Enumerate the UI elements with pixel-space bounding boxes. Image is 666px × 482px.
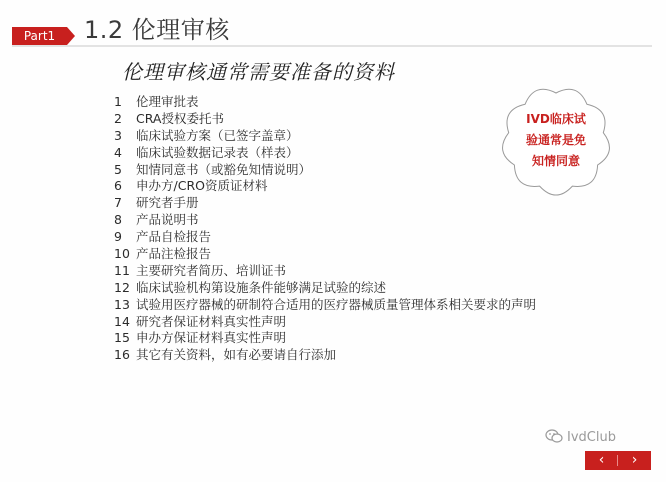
- callout-line: 验通常是免: [525, 133, 586, 147]
- list-item-label: 研究者保证材料真实性声明: [136, 313, 287, 329]
- list-item: [114, 330, 536, 347]
- list-item-label: 临床试验数据记录表（样表）: [136, 144, 299, 160]
- list-item-number: 10: [114, 246, 130, 262]
- list-item-label: 知情同意书（或豁免知情说明）: [136, 161, 312, 177]
- watermark: [545, 429, 616, 445]
- list-item-number: 5: [114, 161, 122, 177]
- list-item-number: 6: [114, 178, 122, 194]
- list-item: [114, 212, 536, 229]
- next-slide-button[interactable]: ›: [631, 452, 638, 468]
- list-item-number: 14: [114, 313, 130, 329]
- list-item-number: 9: [114, 229, 122, 245]
- list-item-label: 临床试验机构第设施条件能够满足试验的综述: [136, 279, 387, 295]
- list-item-label: 研究者手册: [136, 195, 199, 211]
- list-item: [114, 280, 536, 297]
- list-item-number: 13: [114, 296, 130, 312]
- list-item: [114, 229, 536, 246]
- list-item: [114, 111, 536, 128]
- callout-text: [494, 109, 618, 172]
- list-item-number: 1: [114, 94, 122, 109]
- list-item-number: 7: [114, 195, 122, 211]
- list-item-number: 8: [114, 212, 122, 228]
- prev-slide-button[interactable]: ‹: [598, 452, 605, 468]
- list-item: [114, 297, 536, 314]
- header-divider: [12, 45, 652, 47]
- page-title: 1.2 伦理审核: [84, 16, 230, 44]
- part-tag-arrow: [67, 27, 75, 45]
- list-item-label: 试验用医疗器械的研制符合适用的医疗器械质量管理体系相关要求的声明: [136, 296, 537, 312]
- list-item-label: 申办方保证材料真实性声明: [136, 330, 287, 346]
- list-item-number: 2: [114, 110, 122, 126]
- list-item-label: 产品注检报告: [136, 246, 212, 262]
- list-item-number: 16: [114, 347, 130, 363]
- list-item-label: 伦理审批表: [136, 94, 199, 109]
- list-item: [114, 145, 536, 162]
- list-item-number: 4: [114, 144, 122, 160]
- list-item: [114, 314, 536, 331]
- list-item: [114, 263, 536, 280]
- list-item-label: 申办方/CRO资质证材料: [136, 178, 268, 194]
- list-item: [114, 94, 536, 111]
- watermark-text: IvdClub: [567, 430, 616, 445]
- document-list: [114, 94, 536, 364]
- list-item-label: 产品自检报告: [136, 229, 212, 245]
- callout-line: 知情同意: [531, 154, 580, 168]
- list-item-label: CRA授权委托书: [136, 110, 224, 126]
- list-item: [114, 128, 536, 145]
- list-item-label: 其它有关资料，如有必要请自行添加: [136, 347, 337, 363]
- list-item-number: 11: [114, 262, 130, 278]
- list-item-number: 12: [114, 279, 130, 295]
- list-item-number: 15: [114, 330, 130, 346]
- slide-nav: [585, 451, 651, 470]
- part-tag: Part1: [12, 27, 67, 45]
- list-item: [114, 195, 536, 212]
- list-item: [114, 347, 536, 364]
- list-item: [114, 246, 536, 263]
- section-subtitle: 伦理审核通常需要准备的资料: [122, 60, 395, 84]
- wechat-icon: [545, 429, 563, 443]
- list-item-label: 临床试验方案（已签字盖章）: [136, 127, 299, 143]
- list-item-label: 主要研究者简历、培训证书: [136, 262, 287, 278]
- list-item: [114, 178, 536, 195]
- callout-line: IVD临床试: [526, 112, 586, 126]
- list-item-number: 3: [114, 127, 122, 143]
- callout-badge: [494, 76, 618, 206]
- list-item-label: 产品说明书: [136, 212, 199, 228]
- list-item: [114, 162, 536, 179]
